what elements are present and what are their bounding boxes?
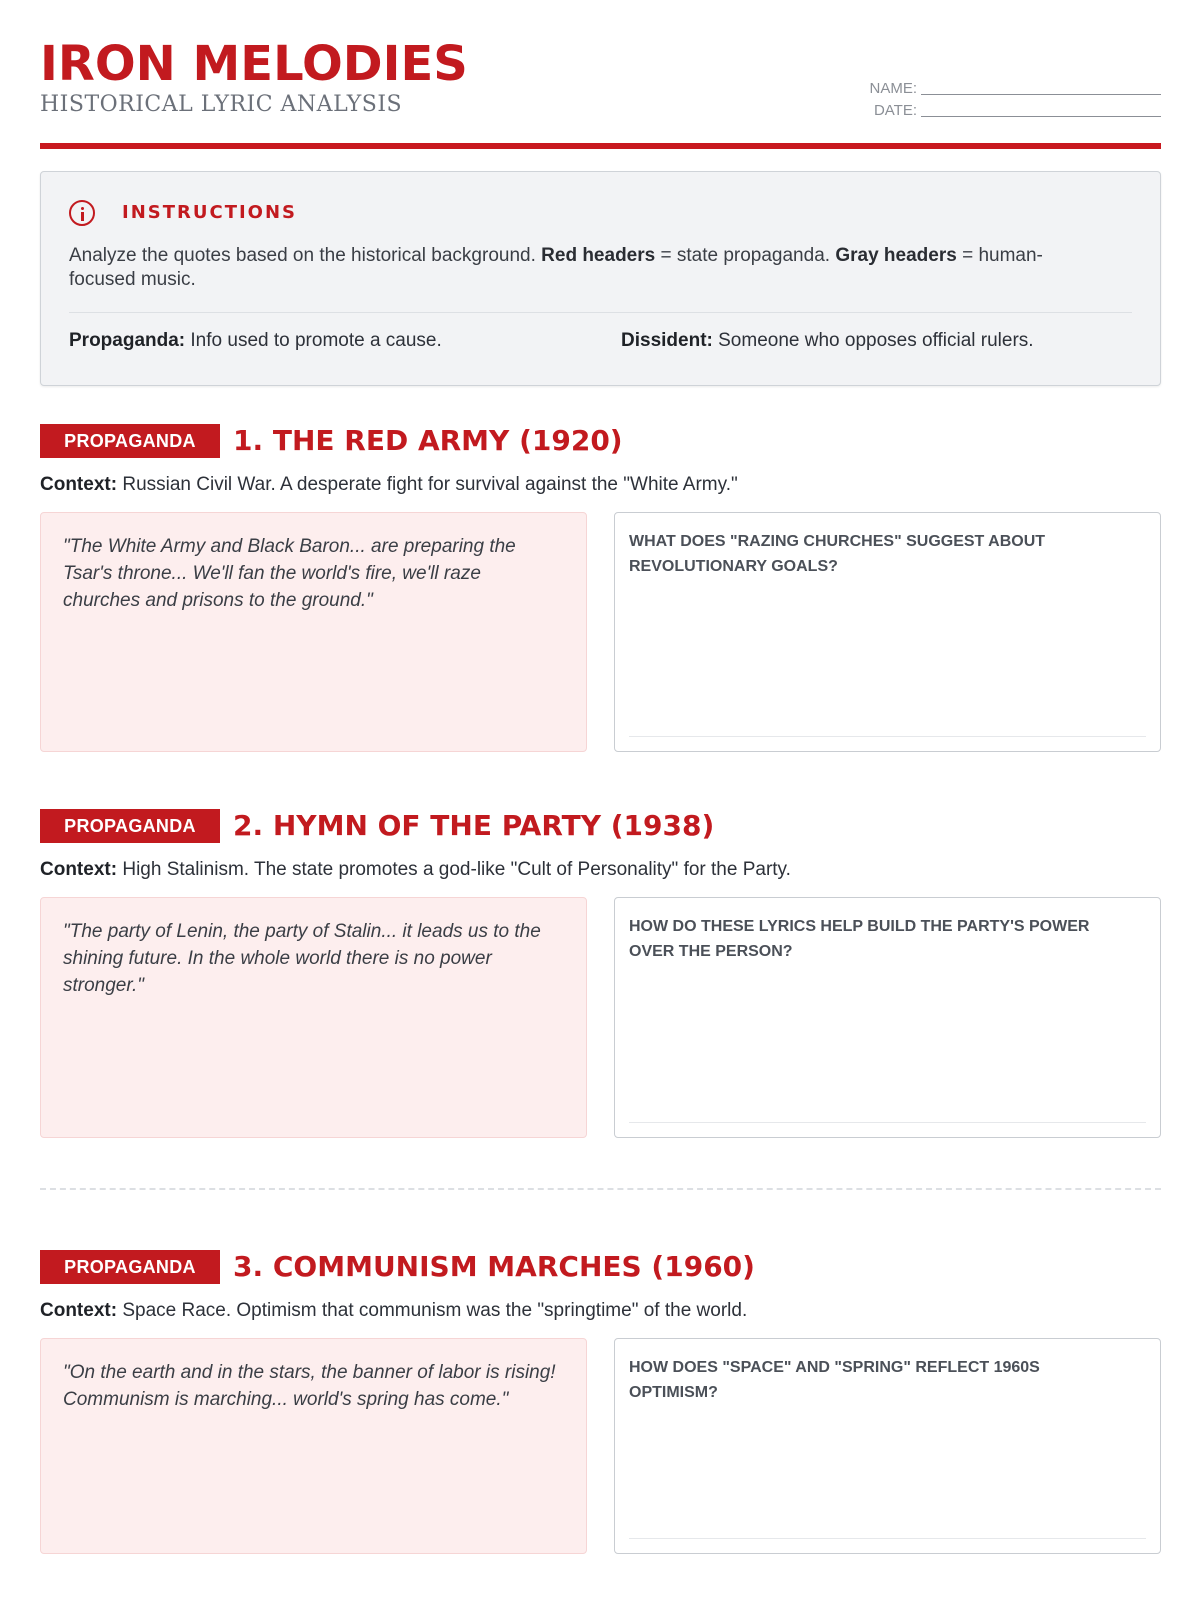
instructions-heading: INSTRUCTIONS	[122, 202, 297, 223]
page-title: IRON MELODIES	[40, 36, 468, 92]
section-title: 2. HYMN OF THE PARTY (1938)	[233, 809, 715, 842]
answer-box[interactable]	[614, 512, 1161, 752]
context-label: Context:	[40, 1300, 118, 1321]
context-text: Russian Civil War. A desperate fight for survival against the "White Army."	[117, 474, 738, 495]
instructions-panel	[40, 171, 1161, 386]
definition-propaganda	[69, 330, 442, 352]
propaganda-term: Propaganda:	[69, 330, 186, 351]
quote-box	[40, 897, 587, 1138]
quote-box	[40, 1338, 587, 1554]
dissident-term: Dissident:	[621, 330, 713, 351]
answer-box[interactable]	[614, 1338, 1161, 1554]
lyric-quote: "The party of Lenin, the party of Stalin... it leads us to the shining future. In the whole world there is no power stronger."	[63, 921, 541, 996]
section-context	[40, 474, 738, 496]
section-title: 1. THE RED ARMY (1920)	[233, 424, 623, 457]
answer-box[interactable]	[614, 897, 1161, 1138]
propaganda-badge: PROPAGANDA	[40, 1250, 220, 1284]
lyric-quote: "The White Army and Black Baron... are preparing the Tsar's throne... We'll fan the world's fire, we'll raze churches and prisons to the ground."	[63, 536, 516, 611]
lyric-quote: "On the earth and in the stars, the banner of labor is rising! Communism is marching... world's spring has come."	[63, 1362, 556, 1410]
propaganda-definition: Info used to promote a cause.	[185, 330, 442, 351]
propaganda-badge: PROPAGANDA	[40, 809, 220, 843]
name-field[interactable]	[861, 80, 1161, 100]
worksheet-page	[40, 0, 1161, 1410]
definition-dissident	[621, 330, 1034, 352]
answer-line	[629, 736, 1146, 737]
answer-line	[629, 1538, 1146, 1539]
date-label: DATE:	[873, 102, 917, 119]
context-label: Context:	[40, 859, 118, 880]
instructions-text-2: = state propaganda.	[655, 245, 836, 266]
page-subtitle: HISTORICAL LYRIC ANALYSIS	[40, 92, 403, 117]
question-text: HOW DO THESE LYRICS HELP BUILD THE PARTY'S POWER OVER THE PERSON?	[629, 918, 1090, 960]
context-text: Space Race. Optimism that communism was the "springtime" of the world.	[117, 1300, 748, 1321]
divider	[69, 312, 1132, 313]
name-line[interactable]	[921, 94, 1161, 95]
section-context	[40, 1300, 747, 1322]
date-line[interactable]	[921, 116, 1161, 117]
gray-headers-term: Gray headers	[835, 245, 957, 266]
propaganda-badge: PROPAGANDA	[40, 424, 220, 458]
section-divider	[40, 1188, 1161, 1190]
instructions-text	[69, 244, 1089, 292]
instructions-text-1: Analyze the quotes based on the historical background.	[69, 245, 542, 266]
date-field[interactable]	[861, 102, 1161, 122]
answer-line	[629, 1122, 1146, 1123]
quote-box	[40, 512, 587, 752]
section-title: 3. COMMUNISM MARCHES (1960)	[233, 1250, 755, 1283]
context-text: High Stalinism. The state promotes a god-like "Cult of Personality" for the Party.	[117, 859, 791, 880]
context-label: Context:	[40, 474, 118, 495]
header	[40, 0, 1161, 149]
question-text: WHAT DOES "RAZING CHURCHES" SUGGEST ABOUT REVOLUTIONARY GOALS?	[629, 533, 1046, 575]
section-context	[40, 859, 791, 881]
info-icon	[69, 200, 95, 226]
name-label: NAME:	[869, 80, 917, 97]
red-headers-term: Red headers	[541, 245, 656, 266]
dissident-definition: Someone who opposes official rulers.	[712, 330, 1034, 351]
question-text: HOW DOES "SPACE" AND "SPRING" REFLECT 1960S OPTIMISM?	[629, 1359, 1040, 1401]
instructions-text-3: = human-focused music.	[69, 245, 1043, 290]
